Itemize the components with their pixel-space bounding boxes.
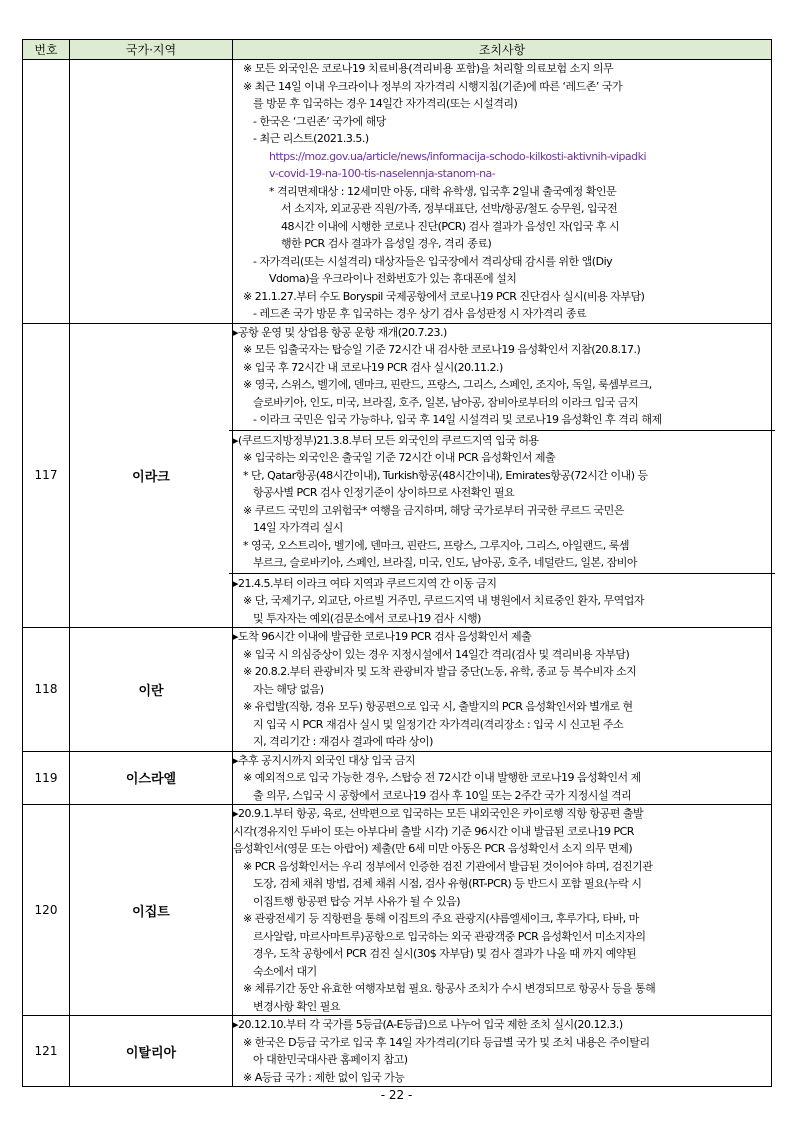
- measure-line: ※ 단, 국제기구, 외교단, 아르빌 거주민, 쿠르드지역 내 병원에서 치료중인 환자, 무역업자: [243, 594, 644, 607]
- measure-line: 아 대한민국대사관 홈페이지 참고): [253, 1053, 408, 1066]
- measure-line: - 최근 리스트(2021.3.5.): [253, 132, 369, 145]
- measure-line: - 레드존 국가 방문 후 입국하는 경우 상기 검사 음성판정 시 자가격리 종료: [253, 307, 587, 320]
- row-number: 120: [23, 805, 70, 1016]
- country-name: 이라크: [70, 323, 233, 628]
- measure-line: * 단, Qatar항공(48시간이내), Turkish항공(48시간이내), Emirates항공(72시간 이내) 등: [243, 468, 648, 482]
- measure-line: ※ A등급 국가 : 제한 없이 입국 가능: [243, 1070, 405, 1084]
- row-number: 119: [23, 751, 70, 805]
- measures-cell: [233, 60, 772, 324]
- measures-table: [22, 39, 772, 1087]
- measure-line: 서 소지자, 외교공관 직원/가족, 정부대표단, 선박/항공/철도 승무원, 입국전: [281, 202, 618, 215]
- measure-line: 를 방문 후 입국하는 경우 14일간 자가격리(또는 시설격리): [253, 97, 518, 110]
- table-row: [23, 805, 772, 1016]
- measure-line: ※ 21.1.27.부터 수도 Boryspil 국제공항에서 코로나19 PCR 진단검사 실시(비용 자부담): [243, 289, 645, 303]
- measure-line: ▸공항 운영 및 상업용 항공 운항 재개(20.7.23.): [233, 325, 447, 339]
- measure-line: 행한 PCR 검사 결과가 음성일 경우, 격리 종료): [281, 237, 492, 250]
- measures-cell: [233, 805, 772, 1016]
- measure-line: 도장, 검체 채취 방법, 검체 채취 시점, 검사 유형(RT-PCR) 등 반드시 포함 필요(누락 시: [253, 877, 642, 890]
- row-number: 117: [23, 323, 70, 628]
- measure-line: 음성확인서(영문 또는 아랍어) 제출(만 6세 미만 아동은 PCR 음성확인서 소지 의무 면제): [233, 842, 633, 855]
- country-name: 이집트: [70, 805, 233, 1016]
- country-name: 이스라엘: [70, 751, 233, 805]
- measure-line: ※ 쿠르드 국민의 고위험국* 여행을 금지하며, 해당 국가로부터 귀국한 쿠르드 국민은: [243, 503, 624, 517]
- measure-line: ※ 최근 14일 이내 우크라이나 정부의 자가격리 시행지침(기준)에 따른 ‘레드존’ 국가: [243, 79, 623, 93]
- measure-line: ※ 예외적으로 입국 가능한 경우, 스탑승 전 72시간 이내 발행한 코로나19 음성확인서 제: [243, 771, 641, 784]
- measure-line: ※ 체류기간 동안 유효한 여행자보험 필요. 항공사 조치가 수시 변경되므로 항공사 등을 통해: [243, 982, 656, 995]
- measure-line: - 이라크 국민은 입국 가능하나, 입국 후 14일 시설격리 및 코로나19 음성확인 후 격리 해제: [253, 413, 662, 426]
- page-number: - 22 -: [380, 1088, 413, 1102]
- measure-line: - 자가격리(또는 시설격리) 대상자들은 입국장에서 격리상태 감시를 위한 앱(Diy: [253, 254, 613, 268]
- measure-line: ※ 입국 시 의심증상이 있는 경우 지정시설에서 14일간 격리(검사 및 격리비용 자부담): [243, 647, 630, 661]
- block-divider: [229, 573, 775, 574]
- measure-line: ▸도착 96시간 이내에 발급한 코로나19 PCR 검사 음성확인서 제출: [233, 630, 532, 643]
- measure-line: 경우, 도착 공항에서 PCR 검진 실시(30$ 자부담) 및 검사 결과가 나올 때 까지 예약된: [253, 947, 637, 960]
- measure-line: 지 입국 시 PCR 재검사 실시 및 일정기간 자가격리(격리장소 : 입국 시 신고된 주소: [253, 717, 624, 731]
- country-name: [70, 60, 233, 324]
- measure-line: ※ 유럽발(직항, 경유 모두) 항공편으로 입국 시, 출발지의 PCR 음성확인서와 별개로 현: [243, 700, 633, 713]
- measure-line: 지, 격리기간 : 재검사 결과에 따라 상이): [253, 735, 433, 748]
- measure-line: ※ 모든 외국인은 코로나19 치료비용(격리비용 포함)을 처리할 의료보험 소지 의무: [243, 62, 614, 75]
- measure-line: ※ 입국하는 외국인은 출국일 기준 72시간 이내 PCR 음성확인서 제출: [243, 451, 556, 464]
- measure-line: ※ 한국은 D등급 국가로 입국 후 14일 자가격리(기타 등급별 국가 및 조치 내용은 주이탈리: [243, 1035, 650, 1049]
- measure-line: 르사알람, 마르사마트루)공항으로 입국하는 외국 관광객중 PCR 음성확인서 미소지자의: [253, 929, 646, 943]
- measures-cell: [233, 1016, 772, 1087]
- table-row: [23, 1016, 772, 1087]
- measure-line: 자는 해당 없음): [253, 682, 324, 696]
- measure-line: ※ PCR 음성확인서는 우리 정부에서 인증한 검진 기관에서 발급된 것이어야 하며, 검진기관: [243, 859, 653, 873]
- header-measures: 조치사항: [233, 40, 772, 60]
- measure-line: ※ 20.8.2.부터 관광비자 및 도착 관광비자 발급 중단(노동, 유학, 종교 등 복수비자 소지: [243, 665, 637, 678]
- measure-line: ▸추후 공지시까지 외국인 대상 입국 금지: [233, 753, 416, 767]
- measures-cell: [233, 323, 772, 628]
- measure-line: ▸(쿠르드지방정부)21.3.8.부터 모든 외국인의 쿠르드지역 입국 허용: [233, 433, 539, 447]
- measure-line: Vdoma)을 우크라이나 전화번호가 있는 휴대폰에 설치: [269, 272, 517, 285]
- reference-url[interactable]: https://moz.gov.ua/article/news/informacija-schodo-kilkosti-aktivnih-vipadki: [269, 149, 647, 163]
- measure-line: 14일 자가격리 실시: [253, 521, 343, 534]
- measure-line: 변경사항 확인 필요: [253, 999, 341, 1013]
- measure-line: ※ 입국 후 72시간 내 코로나19 PCR 검사 실시(20.11.2.): [243, 360, 503, 374]
- row-number: 118: [23, 628, 70, 752]
- table-header-row: [23, 40, 772, 60]
- measure-line: 및 투자자는 예외(검문소에서 코로나19 검사 시행): [253, 611, 481, 625]
- country-name: 이란: [70, 628, 233, 752]
- row-number: [23, 60, 70, 324]
- table-row: [23, 323, 772, 628]
- measure-line: ▸20.12.10.부터 각 국가를 5등급(A-E등급)으로 나누어 입국 제한 조치 실시(20.12.3.): [233, 1018, 623, 1031]
- measure-line: 48시간 이내에 시행한 코로나 진단(PCR) 검사 결과가 음성인 자(입국 후 시: [281, 219, 620, 233]
- block-divider: [229, 430, 775, 431]
- measure-line: ※ 관광전세기 등 직항편을 통해 이집트의 주요 관광지(샤름엘셰이크, 후루가다, 타바, 마: [243, 912, 639, 925]
- header-country: 국가·지역: [70, 40, 233, 60]
- measures-cell: [233, 751, 772, 805]
- measure-line: ※ 영국, 스위스, 벨기에, 덴마크, 핀란드, 프랑스, 그리스, 스페인, 조지아, 독일, 룩셈부르크,: [243, 378, 652, 391]
- table-row: [23, 751, 772, 805]
- measure-line: 슬로바키아, 인도, 미국, 브라질, 호주, 일본, 남아공, 잠비아로부터의 이라크 입국 금지: [253, 395, 639, 409]
- measure-line: 시각(경유지인 두바이 또는 아부다비 출발 시각) 기준 96시간 이내 발급된 코로나19 PCR: [233, 824, 634, 838]
- row-number: 121: [23, 1016, 70, 1087]
- measures-cell: [233, 628, 772, 752]
- country-name: 이탈리아: [70, 1016, 233, 1087]
- table-row: [23, 60, 772, 324]
- measure-line: ※ 모든 입출국자는 탑승일 기준 72시간 내 검사한 코로나19 음성확인서 지참(20.8.17.): [243, 343, 641, 356]
- header-no: 번호: [23, 40, 70, 60]
- table-row: [23, 628, 772, 752]
- measure-line: 숙소에서 대기: [253, 964, 317, 978]
- measure-line: - 한국은 ‘그린존’ 국가에 해당: [253, 114, 386, 128]
- measure-line: 출 의무, 스입국 시 공항에서 코로나19 검사 후 10일 또는 2주간 국가 지정시설 격리: [253, 788, 632, 802]
- measure-line: * 영국, 오스트리아, 벨기에, 덴마크, 핀란드, 프랑스, 그루지아, 그리스, 아일랜드, 룩셈: [243, 538, 629, 552]
- measure-line: ▸21.4.5.부터 이라크 여타 지역과 쿠르드지역 간 이동 금지: [233, 576, 497, 590]
- measure-line: * 격리면제대상 : 12세미만 아동, 대학 유학생, 입국후 2일내 출국예정 확인문: [269, 184, 617, 198]
- measure-line: 부르크, 슬로바키아, 스페인, 브라질, 미국, 인도, 남아공, 호주, 네덜란드, 일본, 잠비아: [253, 556, 637, 569]
- reference-url[interactable]: v-covid-19-na-100-tis-naselennja-stanom-na-: [269, 167, 496, 180]
- measure-line: 항공사별 PCR 검사 인정기준이 상이하므로 사전확인 필요: [253, 486, 515, 499]
- measure-line: 이집트행 항공편 탑승 거부 사유가 될 수 있음): [253, 894, 461, 908]
- measure-line: ▸20.9.1.부터 항공, 육로, 선박편으로 입국하는 모든 내외국인은 카이로행 직항 항공편 출발: [233, 807, 644, 820]
